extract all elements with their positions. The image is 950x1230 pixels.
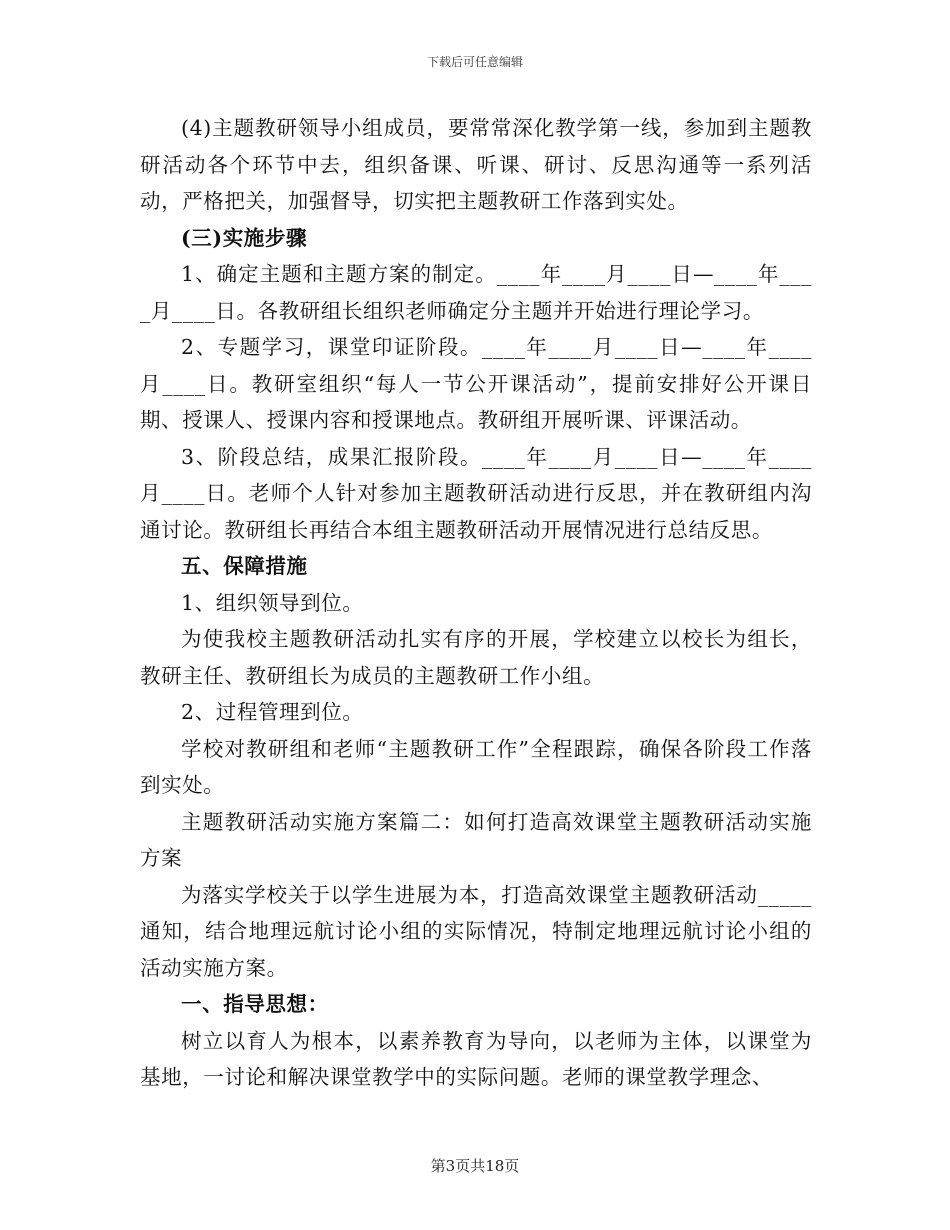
heading-safeguards: 五、保障措施 [181, 554, 308, 578]
paragraph-step-3: 3、阶段总结，成果汇报阶段。____年____月____日—____年____月____日。老师个人针对参加主题教研活动进行反思，并在教研组内沟通讨论。教研组长再结合本组主题教研活动开展情况进行总结反思。 [140, 444, 812, 542]
paragraph-leadership-group: (4)主题教研领导小组成员，要常常深化教学第一线，参加到主题教研活动各个环节中去，组织备课、听课、研讨、反思沟通等一系列活动，严格把关，加强督导，切实把主题教研工作落到实处。 [140, 116, 812, 213]
paragraph-step-2: 2、专题学习，课堂印证阶段。____年____月____日—____年____月____日。教研室组织“每人一节公开课活动”，提前安排好公开课日期、授课人、授课内容和授课地点。教研组开展听课、评课活动。 [140, 335, 812, 432]
page-header: 下载后可任意编辑 [426, 55, 523, 69]
paragraph-step-1: 1、确定主题和主题方案的制定。____年____月____日—____年____月____日。各教研组长组织老师确定分主题并开始进行理论学习。 [140, 262, 812, 323]
heading-implementation-steps: (三)实施步骤 [181, 225, 308, 250]
paragraph-safeguard-2: 2、过程管理到位。 [181, 700, 364, 724]
paragraph-safeguard-1: 1、组织领导到位。 [181, 590, 364, 615]
paragraph-safeguard-1-detail: 为使我校主题教研活动扎实有序的开展，学校建立以校长为组长，教研主任、教研组长为成员的主题教研工作小组。 [140, 627, 812, 688]
heading-guiding-ideology: 一、指导思想： [181, 992, 329, 1016]
paragraph-guiding-ideology: 树立以育人为根本，以素养教育为导向，以老师为主体，以课堂为基地，一讨论和解决课堂教学中的实际问题。老师的课堂教学理念、 [140, 1028, 812, 1089]
page-number: 第3页共18页 [430, 1157, 520, 1175]
paragraph-safeguard-2-detail: 学校对教研组和老师“主题教研工作”全程跟踪，确保各阶段工作落到实处。 [140, 736, 812, 797]
paragraph-plan-two-title: 主题教研活动实施方案篇二：如何打造高效课堂主题教研活动实施方案 [140, 809, 812, 870]
document-body [140, 110, 812, 1096]
paragraph-plan-two-intro: 为落实学校关于以学生进展为本，打造高效课堂主题教研活动_____通知，结合地理远航讨论小组的实际情况，特制定地理远航讨论小组的活动实施方案。 [140, 882, 812, 980]
